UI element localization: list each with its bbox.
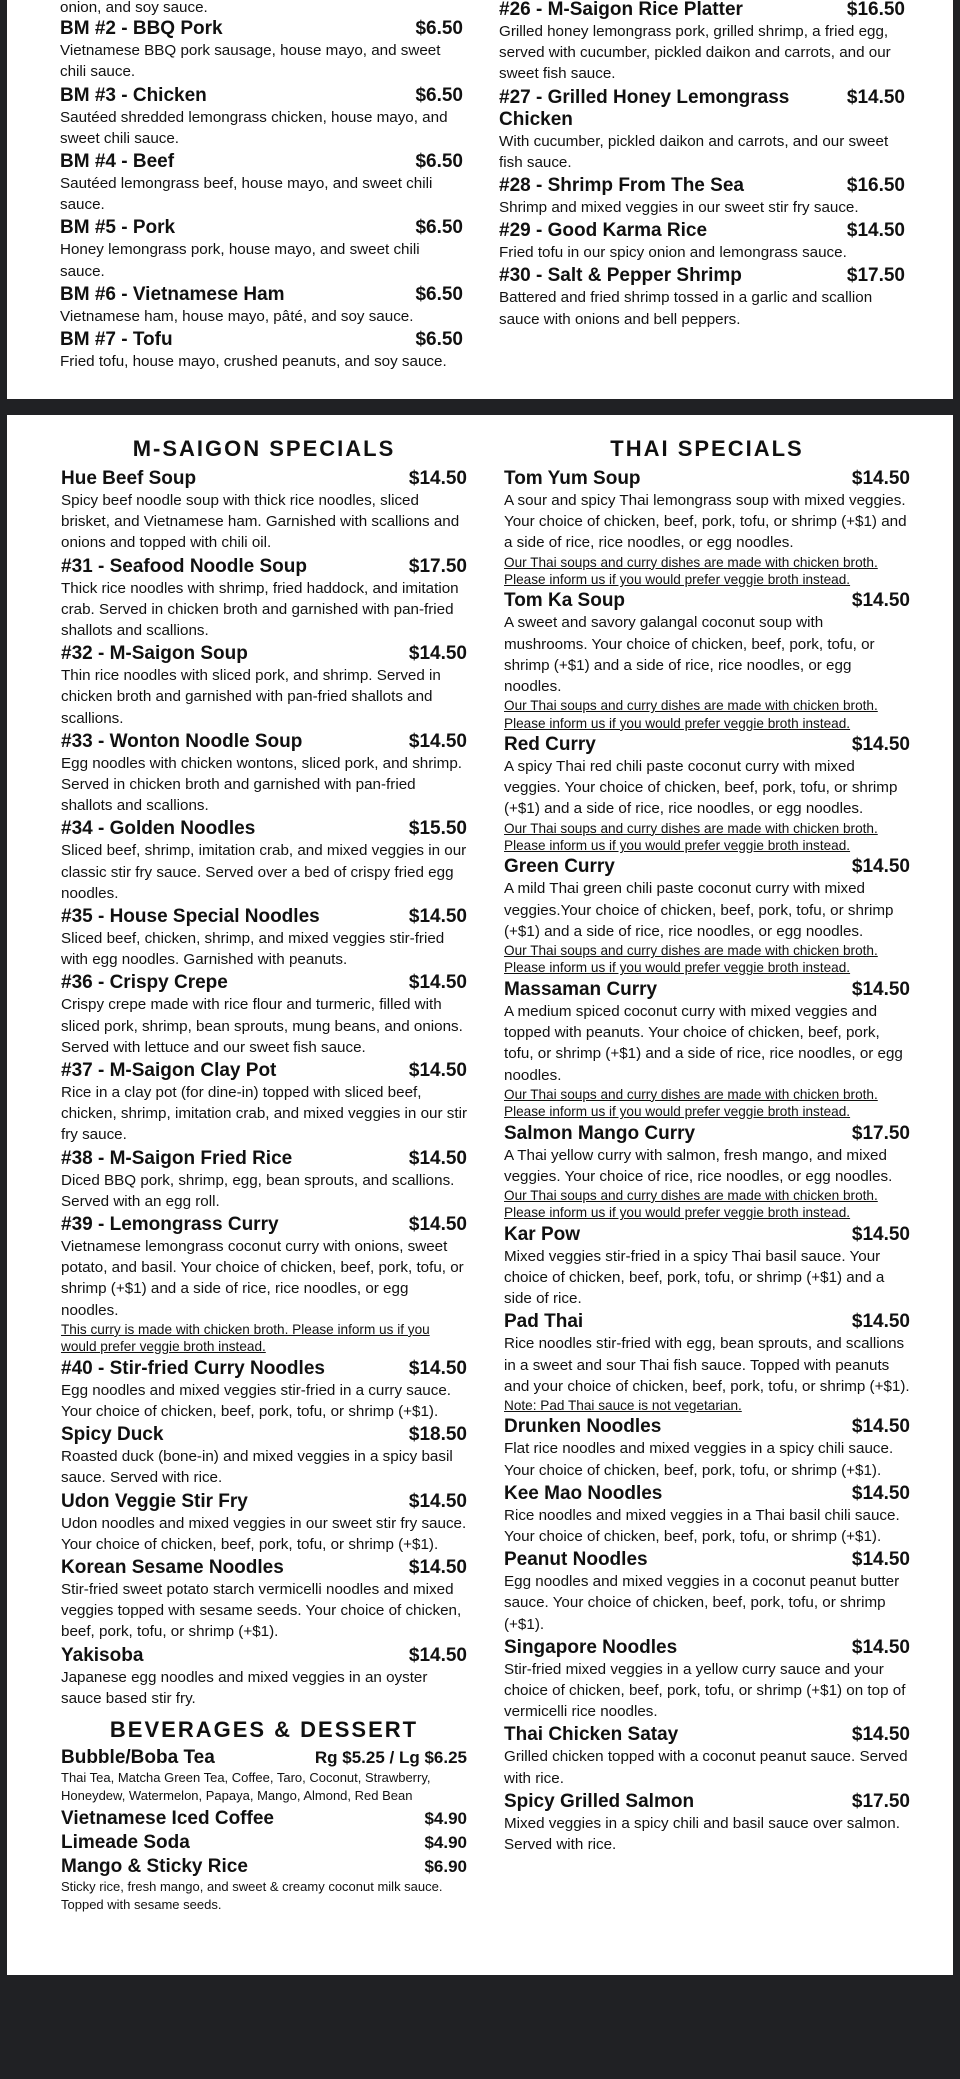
menu-item-description: A medium spiced coconut curry with mixed veggies and topped with peanuts. Your choice of chicken, beef, pork, tofu, or shrimp (+$1) and a side of rice, rice noodles, or egg noodles.	[504, 1002, 903, 1084]
menu-item-header	[499, 87, 905, 131]
menu-item-name: Tom Ka Soup	[504, 590, 626, 612]
menu-item	[504, 468, 910, 588]
menu-item	[504, 590, 910, 732]
menu-item-name: #31 - Seafood Noodle Soup	[61, 555, 307, 577]
menu-item-price: $6.50	[415, 84, 463, 106]
beverages-list	[61, 1747, 467, 1915]
menu-item-price: $14.50	[408, 1060, 467, 1082]
menu-item-price: $14.50	[851, 1311, 910, 1333]
menu-item-name: #39 - Lemongrass Curry	[61, 1214, 279, 1236]
menu-item	[61, 1424, 467, 1488]
section-heading-thai-specials: THAI SPECIALS	[610, 436, 804, 461]
menu-item-description: Grilled honey lemongrass pork, grilled shrimp, a fried egg, served with cucumber, pickled daikon and carrots, and our sweet fish sauce.	[499, 23, 891, 83]
menu-item-header	[504, 979, 910, 1001]
menu-item-header	[61, 643, 467, 665]
menu-item-note: Our Thai soups and curry dishes are made with chicken broth. Please inform us if you would prefer veggie broth instead.	[504, 554, 878, 588]
menu-item	[499, 0, 905, 85]
menu-item-description: Thai Tea, Matcha Green Tea, Coffee, Taro, Coconut, Strawberry, Honeydew, Watermelon, Papaya, Mango, Almond, Red Bean	[61, 1769, 431, 1804]
menu-item-name: Udon Veggie Stir Fry	[61, 1490, 248, 1512]
menu-item	[499, 220, 905, 263]
menu-item-description: Fried tofu, house mayo, crushed peanuts, and soy sauce.	[60, 353, 447, 371]
menu-item	[61, 643, 467, 729]
menu-item-name: Kee Mao Noodles	[504, 1482, 663, 1504]
menu-item	[504, 1637, 910, 1723]
menu-item	[499, 265, 905, 329]
menu-item	[60, 151, 463, 215]
menu-item-description: Vietnamese lemongrass coconut curry with onions, sweet potato, and basil. Your choice of chicken, beef, pork, tofu, or shrimp (+$1) and a side of rice, rice noodles, or egg noodles.	[61, 1238, 464, 1319]
menu-item	[61, 1148, 467, 1212]
menu-item-header	[504, 1483, 910, 1505]
menu-item-price: $14.50	[851, 1416, 910, 1438]
menu-item-name: Salmon Mango Curry	[504, 1122, 696, 1144]
menu-item-price: $4.90	[424, 1832, 467, 1852]
menu-item-price: $14.50	[408, 1357, 467, 1379]
menu-item	[61, 906, 467, 970]
menu-item-name: Kar Pow	[504, 1223, 581, 1245]
menu-item-description: Roasted duck (bone-in) and mixed veggies in a spicy basil sauce. Served with rice.	[61, 1448, 453, 1487]
menu-item	[60, 85, 463, 149]
menu-item-price: $17.50	[851, 1790, 910, 1812]
menu-item	[499, 87, 905, 173]
menu-item-header	[61, 1645, 467, 1667]
menu-item-price: $14.50	[408, 906, 467, 928]
menu-item-name: #36 - Crispy Crepe	[61, 972, 228, 994]
menu-item-header	[504, 1123, 910, 1145]
menu-item	[61, 556, 467, 642]
menu-item-header	[61, 906, 467, 928]
menu-item-header	[499, 265, 905, 287]
menu-item-description: Diced BBQ pork, shrimp, egg, bean sprouts, and scallions. Served with an egg roll.	[61, 1171, 455, 1210]
menu-item-name: Bubble/Boba Tea	[61, 1746, 215, 1768]
menu-item-price: $18.50	[408, 1424, 467, 1446]
menu-item-price: $14.50	[846, 86, 905, 108]
menu-item-description: Thin rice noodles with sliced pork, and shrimp. Served in chicken broth and garnished with pan-fried shallots and scallions.	[61, 667, 441, 727]
menu-item-name: Singapore Noodles	[504, 1636, 678, 1658]
thai-specials-column	[504, 436, 910, 1857]
menu-item-header	[504, 1637, 910, 1659]
menu-item-description: Spicy beef noodle soup with thick rice noodles, sliced brisket, and Vietnamese ham. Garnished with scallions and onions and topped with chili oil.	[61, 492, 460, 552]
menu-item-price: $6.50	[415, 217, 463, 239]
menu-item-price: $14.50	[408, 1214, 467, 1236]
menu-item-price: $17.50	[408, 555, 467, 577]
menu-item-description: Mixed veggies in a spicy chili and basil sauce over salmon. Served with rice.	[504, 1814, 900, 1853]
menu-item-description: Sautéed lemongrass beef, house mayo, and sweet chili sauce.	[60, 175, 433, 214]
menu-item-name: #26 - M-Saigon Rice Platter	[499, 0, 743, 20]
menu-item	[60, 18, 463, 82]
menu-item	[504, 734, 910, 854]
menu-item-price: $14.50	[408, 468, 467, 489]
menu-item-note: Our Thai soups and curry dishes are made with chicken broth. Please inform us if you would prefer veggie broth instead.	[504, 943, 878, 976]
menu-item-price: $15.50	[408, 818, 467, 840]
menu-item-name: #35 - House Special Noodles	[61, 906, 320, 928]
menu-item-name: BM #2 - BBQ Pork	[60, 18, 223, 40]
menu-item-name: Drunken Noodles	[504, 1416, 662, 1438]
menu-item-description: Shrimp and mixed veggies in our sweet stir fry sauce.	[499, 199, 859, 217]
menu-item-price: $14.50	[851, 978, 910, 1000]
menu-item-header	[60, 18, 463, 40]
menu-item	[61, 468, 467, 554]
menu-item	[504, 1416, 910, 1480]
banh-mi-column	[60, 0, 463, 374]
menu-item-header	[60, 85, 463, 107]
menu-item-name: Mango & Sticky Rice	[61, 1855, 248, 1877]
menu-item-name: Spicy Grilled Salmon	[504, 1790, 695, 1812]
rice-platter-column	[499, 0, 905, 332]
menu-item-description: A sour and spicy Thai lemongrass soup with mixed veggies. Your choice of chicken, beef, pork, tofu, or shrimp (+$1) and a side of rice, rice noodles, or egg noodles.	[504, 492, 907, 552]
menu-item	[61, 1856, 467, 1915]
menu-item-description: Rice noodles stir-fried with egg, bean sprouts, and scallions in a sweet and sour Thai fish sauce. Topped with peanuts and your choice of chicken, beef, pork, tofu, or shrimp (+$1).	[504, 1335, 910, 1395]
menu-item-price: $6.90	[424, 1856, 467, 1876]
menu-item-name: Limeade Soda	[61, 1831, 190, 1853]
menu-item-header	[60, 217, 463, 239]
menu-item	[61, 1358, 467, 1422]
menu-item-description: Vietnamese ham, house mayo, pâté, and soy sauce.	[60, 307, 414, 325]
menu-item-price: $4.90	[424, 1808, 467, 1828]
menu-item-header	[61, 1491, 467, 1513]
menu-item-note: Our Thai soups and curry dishes are made with chicken broth. Please inform us if you would prefer veggie broth instead.	[504, 1187, 878, 1221]
menu-item-description: Egg noodles and mixed veggies in a coconut peanut butter sauce. Your choice of chicken, beef, pork, tofu, or shrimp (+$1).	[504, 1573, 900, 1633]
menu-item-price: $14.50	[851, 1549, 910, 1571]
menu-item-price: $17.50	[851, 1122, 910, 1144]
menu-item-name: #38 - M-Saigon Fried Rice	[61, 1147, 293, 1169]
menu-item-price: $6.50	[415, 283, 463, 305]
menu-item-price: $14.50	[851, 1636, 910, 1658]
menu-item	[504, 1483, 910, 1547]
menu-item-price: $16.50	[846, 175, 905, 197]
menu-item-price: $14.50	[408, 643, 467, 665]
menu-item-name: Peanut Noodles	[504, 1549, 648, 1571]
menu-item-name: #40 - Stir-fried Curry Noodles	[61, 1357, 325, 1379]
menu-item	[504, 1791, 910, 1855]
menu-item-price: $6.50	[415, 329, 463, 351]
previous-item-desc: onion, and soy sauce.	[60, 0, 208, 16]
menu-item-description: A spicy Thai red chili paste coconut curry with mixed veggies. Your choice of chicken, beef, pork, tofu, or shrimp (+$1) and a side of rice, rice noodles, or egg noodles.	[504, 758, 898, 818]
menu-item	[504, 979, 910, 1121]
menu-item-name: Pad Thai	[504, 1311, 584, 1333]
menu-item-name: Hue Beef Soup	[61, 468, 197, 489]
menu-item-price: $14.50	[851, 468, 910, 489]
menu-item-description: Sliced beef, chicken, shrimp, and mixed veggies stir-fried with egg noodles. Garnished with peanuts.	[61, 930, 445, 969]
menu-item-header	[60, 284, 463, 306]
menu-item-name: #27 - Grilled Honey Lemongrass Chicken	[499, 86, 790, 130]
menu-item-price: $6.50	[415, 18, 463, 40]
menu-item-price: $14.50	[851, 590, 910, 612]
menu-item-header	[504, 590, 910, 612]
menu-item-name: Tom Yum Soup	[504, 468, 641, 489]
menu-item	[61, 1557, 467, 1643]
menu-item-header	[61, 972, 467, 994]
menu-item-header	[61, 1856, 467, 1878]
menu-item-header	[61, 1424, 467, 1446]
menu-item-description: Stir-fried sweet potato starch vermicelli noodles and mixed veggies topped with sesame seeds. Your choice of chicken, beef, pork, tofu, or shrimp (+$1).	[61, 1580, 462, 1641]
menu-item-header	[61, 731, 467, 753]
menu-item-description: A Thai yellow curry with salmon, fresh mango, and mixed veggies. Your choice of rice, rice noodles, or egg noodles.	[504, 1146, 893, 1185]
menu-item	[504, 1311, 910, 1414]
menu-item	[60, 284, 463, 327]
menu-item-header	[61, 1832, 467, 1854]
menu-item-name: #29 - Good Karma Rice	[499, 220, 708, 242]
menu-item-price: $14.50	[408, 1556, 467, 1578]
menu-item-description: Honey lemongrass pork, house mayo, and sweet chili sauce.	[60, 241, 420, 280]
menu-item-name: Spicy Duck	[61, 1424, 164, 1446]
menu-item-header	[504, 856, 910, 878]
menu-item-description: Egg noodles and mixed veggies stir-fried in a curry sauce. Your choice of chicken, beef, pork, tofu, or shrimp (+$1).	[61, 1381, 452, 1420]
menu-item	[504, 1123, 910, 1222]
menu-item-header	[61, 556, 467, 578]
menu-item-price: $14.50	[408, 1147, 467, 1169]
menu-item	[61, 1060, 467, 1146]
menu-item	[61, 1832, 467, 1854]
menu-item-header	[61, 1060, 467, 1082]
menu-item-description: A sweet and savory galangal coconut soup with mushrooms. Your choice of chicken, beef, pork, tofu, or shrimp (+$1) and a side of rice, rice noodles, or egg noodles.	[504, 614, 875, 696]
menu-item-name: Thai Chicken Satay	[504, 1724, 679, 1746]
menu-item-header	[499, 175, 905, 197]
menu-item-description: Rice noodles and mixed veggies in a Thai basil chili sauce. Your choice of chicken, beef, pork, tofu, or shrimp (+$1).	[504, 1506, 900, 1545]
menu-item	[60, 329, 463, 372]
menu-item-header	[61, 1808, 467, 1830]
m-saigon-specials-column	[61, 436, 467, 1917]
menu-item-name: Korean Sesame Noodles	[61, 1556, 284, 1578]
menu-item-description: Sticky rice, fresh mango, and sweet & creamy coconut milk sauce. Topped with sesame seeds.	[61, 1878, 443, 1913]
menu-page-main	[7, 415, 953, 1975]
menu-item	[61, 1645, 467, 1709]
menu-item-description: Thick rice noodles with shrimp, fried haddock, and imitation crab. Served in chicken broth and garnished with pan-fried shallots and scallions.	[61, 579, 459, 640]
menu-item-header	[61, 1358, 467, 1380]
menu-item-header	[61, 1747, 467, 1769]
menu-item-name: #33 - Wonton Noodle Soup	[61, 730, 303, 752]
menu-item-price: $14.50	[851, 734, 910, 756]
menu-item-name: #30 - Salt & Pepper Shrimp	[499, 265, 742, 287]
menu-item-price: $14.50	[408, 730, 467, 752]
menu-item-price: $14.50	[851, 1482, 910, 1504]
menu-item	[504, 1224, 910, 1310]
menu-item-description: Stir-fried mixed veggies in a yellow curry sauce and your choice of chicken, beef, pork, tofu, or shrimp (+$1) on top of vermicelli rice noodles.	[504, 1660, 906, 1721]
menu-item-header	[61, 1214, 467, 1236]
menu-item-description: Crispy crepe made with rice flour and turmeric, filled with sliced pork, shrimp, bean sprouts, mung beans, and onions. Served with lettuce and our sweet fish sauce.	[61, 996, 463, 1056]
menu-item-price: $14.50	[408, 1644, 467, 1666]
menu-item-header	[504, 1311, 910, 1333]
menu-item-header	[60, 151, 463, 173]
menu-item-description: Japanese egg noodles and mixed veggies in an oyster sauce based stir fry.	[61, 1668, 428, 1707]
menu-item-name: Massaman Curry	[504, 978, 658, 1000]
menu-item-name: Vietnamese Iced Coffee	[61, 1807, 274, 1829]
menu-item-description: Egg noodles with chicken wontons, sliced pork, and shrimp. Served in chicken broth and garnished with pan-fried shallots and scallions.	[61, 754, 462, 815]
menu-item-header	[504, 1791, 910, 1813]
menu-item-name: BM #3 - Chicken	[60, 84, 207, 106]
menu-item	[504, 1549, 910, 1635]
menu-item-name: #28 - Shrimp From The Sea	[499, 175, 744, 197]
section-heading-beverages-dessert: BEVERAGES & DESSERT	[109, 1716, 419, 1742]
menu-item-name: #32 - M-Saigon Soup	[61, 643, 248, 665]
menu-page-top	[7, 0, 953, 399]
menu-item-price: $14.50	[408, 972, 467, 994]
menu-item-header	[61, 1557, 467, 1579]
thai-list	[504, 468, 910, 1855]
menu-item-price: Rg $5.25 / Lg $6.25	[314, 1747, 467, 1767]
menu-item-description: Rice in a clay pot (for dine-in) topped with sliced beef, chicken, shrimp, imitation crab, and mixed veggies in our stir fry sauce.	[61, 1084, 468, 1144]
menu-item	[61, 731, 467, 817]
menu-item-description: With cucumber, pickled daikon and carrots, and our sweet fish sauce.	[499, 132, 889, 171]
menu-item-note: Note: Pad Thai sauce is not vegetarian.	[504, 1397, 742, 1413]
menu-item-name: BM #5 - Pork	[60, 217, 176, 239]
menu-item-price: $14.50	[408, 1490, 467, 1512]
menu-item-header	[504, 1224, 910, 1246]
menu-item	[61, 972, 467, 1058]
menu-item-header	[504, 1549, 910, 1571]
menu-item-header	[499, 220, 905, 242]
menu-item-header	[504, 1724, 910, 1746]
menu-item-name: BM #6 - Vietnamese Ham	[60, 283, 285, 305]
specials-list	[61, 468, 467, 1709]
menu-item-header	[61, 818, 467, 840]
menu-item	[504, 1724, 910, 1788]
menu-item-price: $14.50	[846, 220, 905, 242]
menu-item-name: #37 - M-Saigon Clay Pot	[61, 1060, 277, 1082]
menu-item-price: $14.50	[851, 856, 910, 878]
menu-item-name: BM #4 - Beef	[60, 151, 175, 173]
menu-item-description: Battered and fried shrimp tossed in a garlic and scallion sauce with onions and bell peppers.	[499, 289, 873, 328]
menu-item-note: This curry is made with chicken broth. Please inform us if you would prefer veggie broth instead.	[61, 1321, 430, 1355]
menu-item-description: Sautéed shredded lemongrass chicken, house mayo, and sweet chili sauce.	[60, 108, 448, 147]
menu-item-name: BM #7 - Tofu	[60, 329, 173, 351]
menu-item-name: Yakisoba	[61, 1644, 144, 1666]
menu-item	[499, 175, 905, 218]
menu-item-name: Red Curry	[504, 734, 596, 756]
menu-item-header	[61, 1148, 467, 1170]
menu-item	[61, 1214, 467, 1356]
menu-item-price: $16.50	[846, 0, 905, 20]
menu-item-name: #34 - Golden Noodles	[61, 818, 256, 840]
menu-item-name: Green Curry	[504, 856, 615, 878]
menu-item	[61, 1808, 467, 1830]
menu-item-description: Fried tofu in our spicy onion and lemongrass sauce.	[499, 244, 847, 262]
menu-item-price: $17.50	[846, 265, 905, 287]
menu-item-price: $14.50	[851, 1223, 910, 1245]
menu-item-header	[504, 468, 910, 490]
menu-item-header	[499, 0, 905, 21]
menu-item	[61, 818, 467, 904]
menu-item	[504, 856, 910, 976]
menu-item-note: Our Thai soups and curry dishes are made with chicken broth. Please inform us if you would prefer veggie broth instead.	[504, 698, 878, 731]
menu-item	[60, 217, 463, 281]
menu-item	[61, 1491, 467, 1555]
menu-item-price: $14.50	[851, 1724, 910, 1746]
menu-item-description: Grilled chicken topped with a coconut peanut sauce. Served with rice.	[504, 1748, 908, 1787]
menu-item-note: Our Thai soups and curry dishes are made with chicken broth. Please inform us if you would prefer veggie broth instead.	[504, 1086, 878, 1120]
menu-item-description: Flat rice noodles and mixed veggies in a spicy chili sauce. Your choice of chicken, beef, pork, tofu, or shrimp (+$1).	[504, 1440, 894, 1479]
menu-item	[61, 1747, 467, 1806]
menu-item-header	[61, 468, 467, 490]
menu-item-header	[504, 734, 910, 756]
menu-item-description: Vietnamese BBQ pork sausage, house mayo, and sweet chili sauce.	[60, 42, 441, 81]
menu-item-description: Mixed veggies stir-fried in a spicy Thai basil sauce. Your choice of chicken, beef, pork, tofu, or shrimp (+$1) and a side of rice.	[504, 1247, 885, 1308]
menu-item-price: $6.50	[415, 151, 463, 173]
menu-item-header	[60, 329, 463, 351]
menu-item-header	[504, 1416, 910, 1438]
section-heading-m-saigon-specials: M-SAIGON SPECIALS	[132, 436, 396, 461]
menu-item-description: Udon noodles and mixed veggies in our sweet stir fry sauce. Your choice of chicken, beef, pork, tofu, or shrimp (+$1).	[61, 1514, 467, 1553]
menu-item-description: A mild Thai green chili paste coconut curry with mixed veggies.Your choice of chicken, beef, pork, tofu, or shrimp (+$1) and a side of rice, rice noodles, or egg noodles.	[504, 880, 894, 940]
menu-item-description: Sliced beef, shrimp, imitation crab, and mixed veggies in our classic stir fry sauce. Served over a bed of crispy fried egg noodles.	[61, 842, 467, 902]
menu-item-note: Our Thai soups and curry dishes are made with chicken broth. Please inform us if you would prefer veggie broth instead.	[504, 820, 878, 854]
